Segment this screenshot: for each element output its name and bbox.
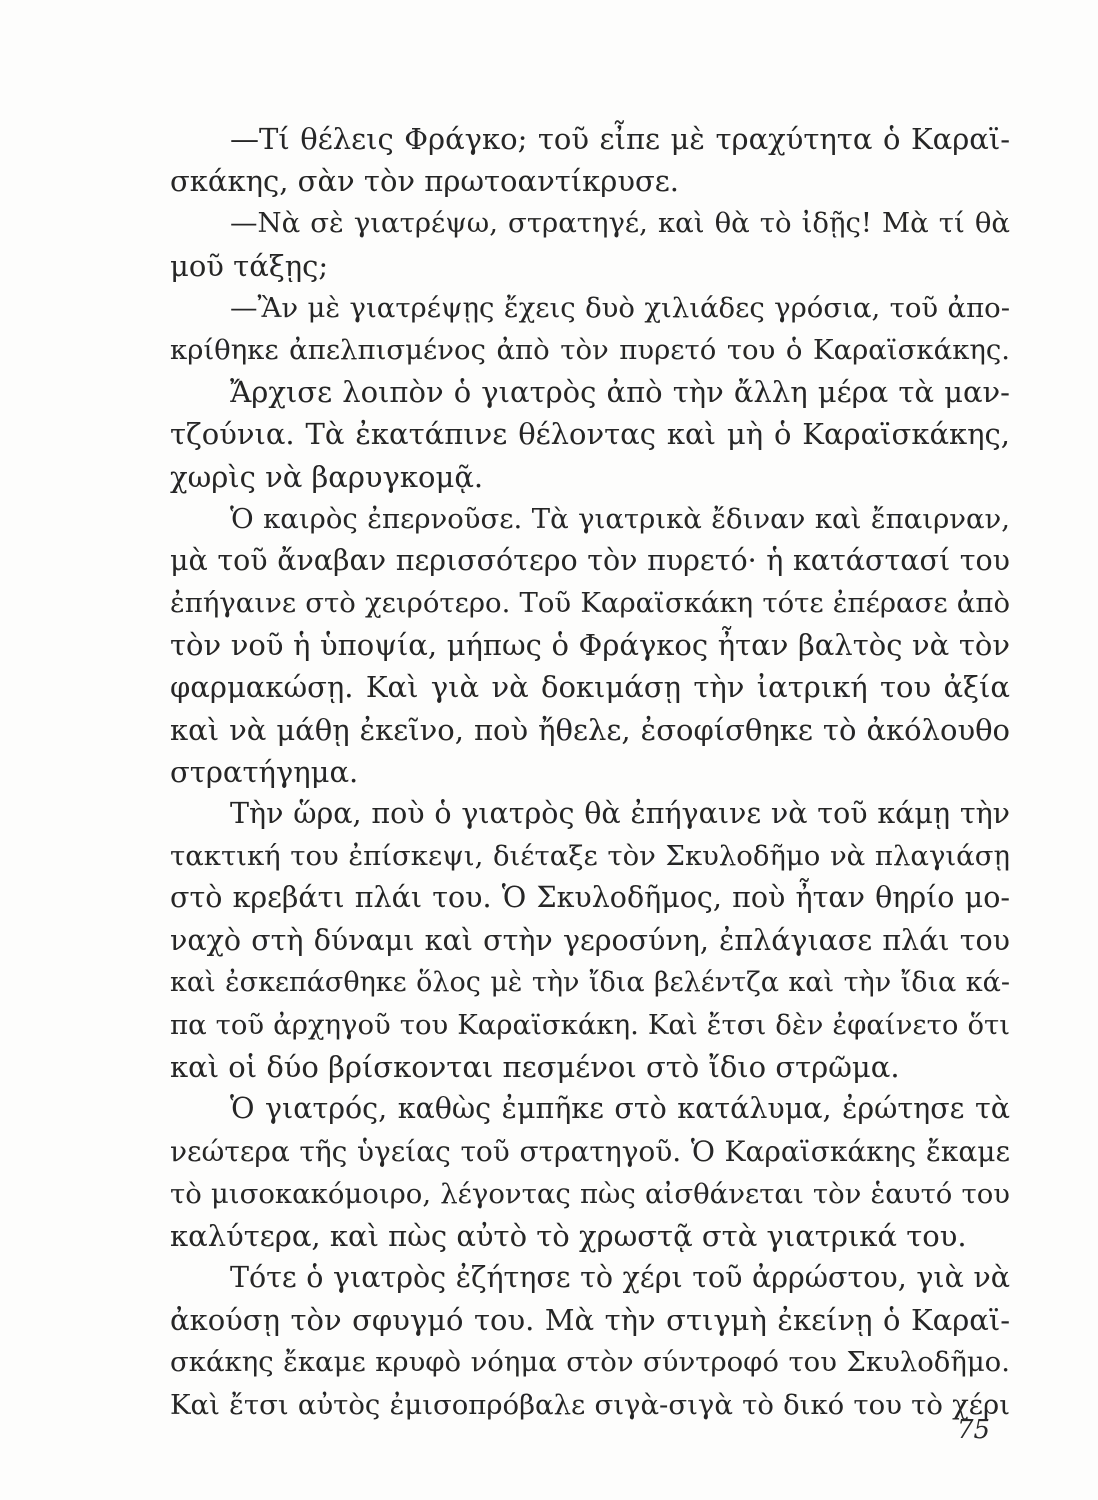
text-line: Τὴν ὥρα, ποὺ ὁ γιατρὸς θὰ ἐπήγαινε νὰ τοῦ κάμῃ τὴν — [230, 797, 1010, 830]
text-line: Ὁ γιατρός, καθὼς ἐμπῆκε στὸ κατάλυμα, ἐρώτησε τὰ — [230, 1092, 1010, 1126]
page-number: 75 — [957, 1415, 991, 1445]
text-line: Ἄρχισε λοιπὸν ὁ γιατρὸς ἀπὸ τὴν ἄλλη μέρα τὰ μαν- — [230, 375, 1010, 410]
text-line: φαρμακώσῃ. Καὶ γιὰ νὰ δοκιμάσῃ τὴν ἰατρική του ἀξία — [170, 670, 1010, 705]
text-line: νεώτερα τῆς ὑγείας τοῦ στρατηγοῦ. Ὁ Καραϊσκάκης ἔκαμε — [170, 1134, 1010, 1168]
text-line: —Τί θέλεις Φράγκο; τοῦ εἶπε μὲ τραχύτητα ὁ Καραϊ- — [230, 122, 1010, 156]
body-text — [170, 118, 1010, 1426]
text-line: καὶ νὰ μάθῃ ἐκεῖνο, ποὺ ἤθελε, ἐσοφίσθηκε τὸ ἀκόλουθο — [170, 712, 1010, 747]
text-line: Καὶ ἔτσι αὐτὸς ἐμισοπρόβαλε σιγὰ-σιγὰ τὸ δικό του τὸ χέρι — [170, 1388, 1010, 1421]
text-line: ναχὸ στὴ δύναμι καὶ στὴν γεροσύνη, ἐπλάγιασε πλάι του — [170, 923, 1010, 957]
text-line: στρατήγημα. — [170, 754, 359, 789]
text-line: —Νὰ σὲ γιατρέψω, στρατηγέ, καὶ θὰ τὸ ἰδῇς! Μὰ τί θὰ — [230, 207, 1010, 240]
text-line: σκάκης ἔκαμε κρυφὸ νόημα στὸν σύντροφό του Σκυλοδῆμο. — [170, 1346, 1010, 1379]
text-line: ἀκούσῃ τὸν σφυγμό του. Μὰ τὴν στιγμὴ ἐκείνῃ ὁ Καραϊ- — [170, 1303, 1010, 1338]
text-line: χωρὶς νὰ βαρυγκομᾷ. — [170, 459, 484, 494]
text-line: καὶ ἐσκεπάσθηκε ὅλος μὲ τὴν ἴδια βελέντζα καὶ τὴν ἴδια κά- — [170, 966, 1010, 998]
text-line: τζούνια. Τὰ ἐκατάπινε θέλοντας καὶ μὴ ὁ Καραϊσκάκης, — [170, 417, 1010, 452]
text-line: Τότε ὁ γιατρὸς ἐζήτησε τὸ χέρι τοῦ ἀρρώστου, γιὰ νὰ — [230, 1261, 1010, 1295]
text-line: μοῦ τάξῃς; — [170, 248, 329, 283]
text-line: στὸ κρεβάτι πλάι του. Ὁ Σκυλοδῆμος, ποὺ ἦταν θηρίο μο- — [170, 881, 1010, 915]
text-line: κρίθηκε ἀπελπισμένος ἀπὸ τὸν πυρετό του ὁ Καραϊσκάκης. — [170, 333, 1010, 366]
text-line: μὰ τοῦ ἄναβαν περισσότερο τὸν πυρετό· ἡ κατάστασί του — [170, 543, 1010, 577]
text-line: σκάκης, σὰν τὸν πρωτοαντίκρυσε. — [170, 164, 679, 199]
text-line: Ὁ καιρὸς ἐπερνοῦσε. Τὰ γιατρικὰ ἔδιναν καὶ ἔπαιρναν, — [230, 502, 1010, 535]
text-line: πα τοῦ ἀρχηγοῦ του Καραϊσκάκη. Καὶ ἔτσι δὲν ἐφαίνετο ὅτι — [170, 1008, 1010, 1041]
text-line: —Ἂν μὲ γιατρέψῃς ἔχεις δυὸ χιλιάδες γρόσια, τοῦ ἀπο- — [230, 291, 1010, 324]
text-line: τὸν νοῦ ἡ ὑποψία, μήπως ὁ Φράγκος ἦταν βαλτὸς νὰ τὸν — [170, 628, 1010, 663]
text-line: καὶ οἱ δύο βρίσκονται πεσμένοι στὸ ἴδιο στρῶμα. — [170, 1050, 900, 1085]
text-line: τὸ μισοκακόμοιρο, λέγοντας πὼς αἰσθάνεται τὸν ἑαυτό του — [170, 1177, 1010, 1210]
text-line: τακτική του ἐπίσκεψι, διέταξε τὸν Σκυλοδῆμο νὰ πλαγιάσῃ — [170, 840, 1010, 873]
text-line: ἐπήγαινε στὸ χειρότερο. Τοῦ Καραϊσκάκη τότε ἐπέρασε ἀπὸ — [170, 587, 1010, 620]
text-line: καλύτερα, καὶ πὼς αὐτὸ τὸ χρωστᾷ στὰ γιατρικά του. — [170, 1218, 967, 1253]
